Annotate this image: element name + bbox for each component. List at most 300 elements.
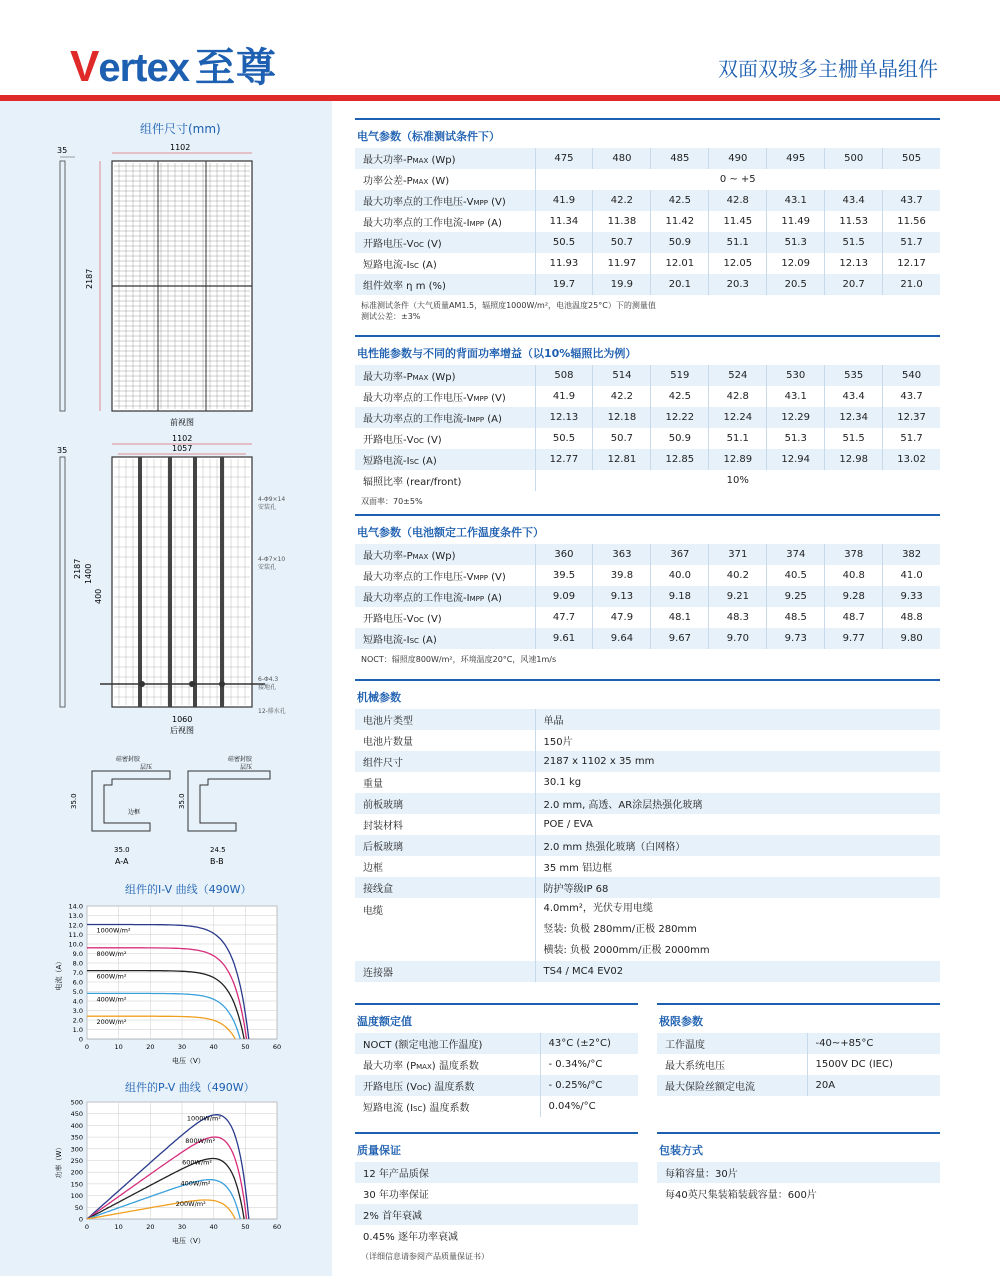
label-sub: MAX (412, 157, 429, 165)
label-text: 短路电流 (I (363, 1103, 414, 1114)
y-tick-label: 250 (70, 1157, 83, 1165)
table-cell: 51.5 (825, 428, 883, 449)
table-cell: 40.0 (651, 565, 709, 586)
label-sub: MPP (469, 416, 485, 424)
row-label (355, 274, 535, 295)
label-text: 开路电压-V (363, 239, 414, 250)
label-tail: ) 温度系数 (431, 1061, 479, 1072)
table-cell: 50.7 (593, 428, 651, 449)
series-label: 400W/m² (180, 1179, 211, 1188)
table-cell: 12 年产品质保 (355, 1162, 638, 1183)
sec-a-label3: 边框 (128, 809, 141, 816)
sidebar (0, 101, 332, 1276)
table-cell: 20.5 (767, 274, 825, 295)
row-label (355, 1075, 540, 1096)
label-unit: (Wp) (428, 551, 456, 562)
label-tail: ) 温度系数 (422, 1103, 470, 1114)
pv-chart-title: 组件的P-V 曲线（490W） (125, 1081, 255, 1094)
table-cell: 30.1 kg (535, 772, 940, 793)
label-unit: (V) (423, 239, 442, 250)
table-cell: 42.5 (651, 190, 709, 211)
table-cell: 41.9 (535, 190, 593, 211)
table-cell: 50.9 (651, 232, 709, 253)
label-text: 封装材料 (363, 821, 403, 832)
label-text: 最大功率点的工作电压-V (363, 197, 474, 208)
table-cell: 9.09 (535, 586, 593, 607)
table-row (355, 1162, 638, 1183)
label-text: 组件效率 η m (363, 281, 426, 292)
y-tick-label: 13.0 (68, 912, 83, 920)
label-tail: ) 温度系数 (427, 1082, 475, 1093)
warranty-title: 质量保证 (355, 1132, 638, 1162)
x-tick-label: 20 (146, 1223, 155, 1231)
y-tick-label: 2.0 (72, 1016, 83, 1025)
table-cell: 13.02 (883, 449, 940, 470)
table-cell: 150片 (535, 730, 940, 751)
noct-note: NOCT：辐照度800W/m²，环境温度20°C，风速1m/s (361, 655, 557, 664)
table-cell: 51.1 (709, 232, 767, 253)
table-row (355, 211, 940, 232)
x-tick-label: 0 (84, 1043, 90, 1051)
label-sub: SC (409, 262, 419, 270)
table-cell: 0.45% 逐年功率衰减 (355, 1225, 638, 1246)
table-cell: 500 (825, 148, 883, 169)
label-text: 接线盒 (363, 884, 393, 895)
table-cell: 2187 x 1102 x 35 mm (535, 751, 940, 772)
table-row (355, 1054, 638, 1075)
table-row (355, 772, 940, 793)
table-row (355, 1225, 638, 1246)
table-cell: 51.7 (883, 428, 940, 449)
sec-a-label1: 硅密封胶 (116, 756, 141, 763)
label-text: 开路电压 (V (363, 1082, 417, 1093)
table-cell: 48.8 (883, 607, 940, 628)
label-unit: (A) (418, 456, 437, 467)
table-cell: 43.7 (883, 386, 940, 407)
y-axis-label: 功率（W） (55, 1143, 63, 1179)
table-row (355, 877, 940, 898)
label-sub: MAX (412, 374, 429, 382)
table-cell: 12.34 (825, 407, 883, 428)
table-cell: 378 (825, 544, 883, 565)
table-cell: 47.9 (593, 607, 651, 628)
y-tick-label: 9.0 (72, 950, 83, 958)
y-tick-label: 100 (70, 1192, 83, 1201)
callout-1: 4-Φ9×14 (258, 496, 286, 503)
table-cell: 9.80 (883, 628, 940, 649)
y-tick-label: 14.0 (68, 902, 83, 911)
label-text: 开路电压-V (363, 614, 414, 625)
callout-6: 接地孔 (258, 684, 277, 691)
table-cell: 514 (593, 365, 651, 386)
row-label (355, 1096, 540, 1117)
x-tick-label: 30 (177, 1223, 187, 1231)
row-label (355, 877, 535, 898)
row-label (355, 586, 535, 607)
row-label (355, 386, 535, 407)
label-sub: MAX (412, 553, 429, 561)
row-label (355, 365, 535, 386)
table-row (355, 1204, 638, 1225)
table-cell: 11.93 (535, 253, 593, 274)
packing-title: 包装方式 (657, 1132, 940, 1162)
table-cell: 51.3 (767, 428, 825, 449)
back-caption: 后视图 (170, 726, 194, 735)
table-cell: 42.2 (593, 190, 651, 211)
table-cell: 535 (825, 365, 883, 386)
table-row (355, 365, 940, 386)
table-cell: 48.3 (709, 607, 767, 628)
table-cell: 每40英尺集装箱装载容量：600片 (657, 1183, 940, 1204)
table-cell: 9.61 (535, 628, 593, 649)
callout-3: 4-Φ7×10 (258, 556, 286, 563)
table-row (355, 565, 940, 586)
y-tick-label: 500 (70, 1098, 83, 1107)
label-text: 最大功率点的工作电流-I (363, 593, 470, 604)
label-unit: (A) (418, 635, 437, 646)
table-cell: 50.7 (593, 232, 651, 253)
label-text: 最大功率点的工作电压-V (363, 572, 474, 583)
x-tick-label: 10 (114, 1043, 123, 1051)
table-cell: 374 (767, 544, 825, 565)
cross-section-drawing (0, 751, 332, 871)
label-sub: SC (409, 637, 419, 645)
table-cell: 21.0 (883, 274, 940, 295)
row-label (355, 772, 535, 793)
row-label (657, 1033, 807, 1054)
y-tick-label: 10.0 (68, 940, 83, 949)
table-cell: 47.7 (535, 607, 593, 628)
row-label (355, 856, 535, 877)
table-row (355, 428, 940, 449)
series-label: 1000W/m² (96, 926, 131, 935)
table-row (355, 544, 940, 565)
table-cell: 12.85 (651, 449, 709, 470)
x-tick-label: 20 (146, 1043, 155, 1051)
y-tick-label: 450 (70, 1110, 83, 1119)
iv-chart (0, 896, 332, 1076)
label-unit: (Wp) (428, 155, 456, 166)
front-width: 1102 (170, 143, 191, 152)
table-cell: 11.42 (651, 211, 709, 232)
limit-section (657, 1003, 940, 1096)
table-cell: 9.18 (651, 586, 709, 607)
table-cell: 50.5 (535, 232, 593, 253)
label-sub: OC (416, 1084, 428, 1092)
y-tick-label: 12.0 (68, 921, 83, 930)
noct-table (355, 544, 940, 649)
table-cell (535, 898, 940, 961)
y-tick-label: 0 (78, 1035, 83, 1044)
table-cell: 371 (709, 544, 767, 565)
table-cell: 12.94 (767, 449, 825, 470)
series-label: 200W/m² (96, 1018, 127, 1027)
y-tick-label: 350 (70, 1133, 83, 1142)
bifacial-section (355, 335, 940, 512)
table-row (355, 470, 940, 491)
table-cell: 10% (535, 470, 940, 491)
table-cell: 40.2 (709, 565, 767, 586)
table-cell: 48.1 (651, 607, 709, 628)
row-label (355, 751, 535, 772)
label-sub: SC (409, 458, 419, 466)
table-cell: 9.64 (593, 628, 651, 649)
sec-b-width: 24.5 (210, 846, 226, 854)
table-cell: 50.9 (651, 428, 709, 449)
table-cell: 11.34 (535, 211, 593, 232)
x-tick-label: 30 (177, 1043, 187, 1051)
table-cell: 524 (709, 365, 767, 386)
table-cell: 51.5 (825, 232, 883, 253)
noct-section (355, 514, 940, 670)
label-unit: (%) (425, 281, 446, 292)
table-cell: 508 (535, 365, 593, 386)
table-row (355, 709, 940, 730)
table-cell: 39.8 (593, 565, 651, 586)
label-text: 边框 (363, 863, 383, 874)
table-cell: 11.38 (593, 211, 651, 232)
table-cell: 0 ~ +5 (535, 169, 940, 190)
label-text: 短路电流-I (363, 456, 410, 467)
table-cell: 20.7 (825, 274, 883, 295)
back-height: 2187 (73, 558, 82, 579)
back-bottom-width: 1060 (172, 715, 193, 724)
label-unit: (A) (484, 593, 502, 604)
table-cell: 367 (651, 544, 709, 565)
series-label: 800W/m² (96, 949, 127, 958)
table-cell: 30 年功率保证 (355, 1183, 638, 1204)
bifacial-title: 电性能参数与不同的背面功率增益（以10%辐照比为例） (355, 335, 940, 365)
cell-line: 竖装: 负极 280mm/正极 280mm (543, 924, 697, 935)
label-unit: (V) (487, 572, 506, 583)
label-unit: (W) (428, 176, 450, 187)
table-cell: 505 (883, 148, 940, 169)
front-caption: 前视图 (170, 418, 194, 427)
label-sub: MPP (473, 574, 488, 582)
table-cell: 9.73 (767, 628, 825, 649)
row-label (355, 835, 535, 856)
table-cell: 39.5 (535, 565, 593, 586)
warranty-note: （详细信息请参阅产品质量保证书） (361, 1252, 489, 1261)
table-row (355, 835, 940, 856)
row-label (355, 449, 535, 470)
y-tick-label: 6.0 (72, 978, 83, 987)
bifacial-note: 双面率：70±5% (361, 497, 423, 506)
packing-section (657, 1132, 940, 1204)
table-cell: 12.77 (535, 449, 593, 470)
label-text: 最大保险丝额定电流 (665, 1082, 755, 1093)
table-cell: 480 (593, 148, 651, 169)
table-cell: 35 mm 铝边框 (535, 856, 940, 877)
row-label (355, 961, 535, 982)
series-label: 200W/m² (175, 1199, 206, 1208)
label-unit: (Wp) (428, 372, 456, 383)
x-tick-label: 60 (272, 1043, 282, 1051)
sec-b-height: 35.0 (178, 793, 186, 809)
callout-7: 12-排水孔 (258, 708, 286, 715)
label-sub: MPP (473, 199, 488, 207)
front-height: 2187 (85, 268, 94, 289)
table-cell: 每箱容量：30片 (657, 1162, 940, 1183)
table-row (355, 730, 940, 751)
row-label (355, 628, 535, 649)
table-cell: 2.0 mm, 高透、AR涂层热强化玻璃 (535, 793, 940, 814)
table-row (657, 1075, 940, 1096)
table-cell: 11.56 (883, 211, 940, 232)
table-row (355, 148, 940, 169)
back-inner-width: 1057 (172, 444, 193, 453)
table-cell: 20.3 (709, 274, 767, 295)
y-tick-label: 1.0 (72, 1026, 83, 1034)
x-tick-label: 50 (241, 1043, 250, 1051)
table-row (657, 1162, 940, 1183)
label-unit: (V) (423, 435, 442, 446)
series-label: 600W/m² (182, 1158, 213, 1167)
table-row (355, 898, 940, 961)
label-sub: OC (413, 616, 424, 624)
table-cell: 41.9 (535, 386, 593, 407)
sec-a-width: 35.0 (114, 846, 130, 854)
callout-2: 安装孔 (258, 504, 277, 511)
mech-title: 机械参数 (355, 679, 940, 709)
row-label (355, 709, 535, 730)
table-cell: 11.53 (825, 211, 883, 232)
temp-table (355, 1033, 638, 1117)
label-text: 电缆 (363, 906, 383, 917)
table-cell: 2% 首年衰减 (355, 1204, 638, 1225)
table-cell: - 0.25%/°C (540, 1075, 638, 1096)
table-cell: 20A (807, 1075, 940, 1096)
label-text: 最大功率-P (363, 155, 413, 166)
table-cell: 12.81 (593, 449, 651, 470)
row-label (355, 148, 535, 169)
label-text: 短路电流-I (363, 635, 410, 646)
label-sub: MAX (412, 178, 429, 186)
temp-section (355, 1003, 638, 1117)
table-cell: 11.97 (593, 253, 651, 274)
label-sub: SC (413, 1105, 423, 1113)
label-text: 开路电压-V (363, 435, 414, 446)
table-cell: 12.17 (883, 253, 940, 274)
table-cell: 9.21 (709, 586, 767, 607)
front-view-drawing (0, 139, 332, 469)
label-sub: MPP (473, 395, 488, 403)
table-row (657, 1033, 940, 1054)
table-row (355, 1033, 638, 1054)
row-label (355, 793, 535, 814)
elec-stc-note (355, 295, 940, 327)
table-cell: 43.1 (767, 386, 825, 407)
table-cell: 475 (535, 148, 593, 169)
table-cell: 19.9 (593, 274, 651, 295)
table-cell: 9.77 (825, 628, 883, 649)
table-cell: 48.5 (767, 607, 825, 628)
table-row (355, 607, 940, 628)
table-cell: 382 (883, 544, 940, 565)
table-cell: 12.13 (535, 407, 593, 428)
table-row (355, 586, 940, 607)
sec-b-label2: 层压 (240, 764, 253, 771)
front-depth: 35 (57, 146, 68, 155)
table-cell: 51.1 (709, 428, 767, 449)
table-cell: 43.4 (825, 190, 883, 211)
table-row (355, 386, 940, 407)
table-cell: 2.0 mm 热强化玻璃（白网格） (535, 835, 940, 856)
elec-stc-section (355, 118, 940, 327)
iv-chart-title: 组件的I-V 曲线（490W） (125, 883, 252, 896)
table-cell: 530 (767, 365, 825, 386)
label-text: 最大功率点的工作电流-I (363, 218, 470, 229)
table-cell: 12.24 (709, 407, 767, 428)
table-cell: 12.37 (883, 407, 940, 428)
y-tick-label: 200 (70, 1168, 83, 1177)
table-cell: 12.29 (767, 407, 825, 428)
temp-title: 温度额定值 (355, 1003, 638, 1033)
row-label (355, 190, 535, 211)
label-unit: (A) (418, 260, 437, 271)
table-row (355, 751, 940, 772)
table-cell: 490 (709, 148, 767, 169)
table-cell: 495 (767, 148, 825, 169)
label-text: 最大功率点的工作电压-V (363, 393, 474, 404)
table-row (355, 407, 940, 428)
y-tick-label: 50 (74, 1203, 83, 1212)
label-text: 组件尺寸 (363, 758, 403, 769)
table-cell: 42.2 (593, 386, 651, 407)
x-tick-label: 40 (209, 1223, 218, 1231)
label-text: 前板玻璃 (363, 800, 403, 811)
row-label (355, 544, 535, 565)
label-text: 最大功率 (P (363, 1061, 417, 1072)
bifacial-table (355, 365, 940, 491)
row-label (355, 1033, 540, 1054)
table-cell: 48.7 (825, 607, 883, 628)
table-cell: 51.7 (883, 232, 940, 253)
table-cell: 9.28 (825, 586, 883, 607)
table-cell: POE / EVA (535, 814, 940, 835)
table-cell: 11.45 (709, 211, 767, 232)
label-unit: (V) (487, 197, 506, 208)
x-tick-label: 50 (241, 1223, 250, 1231)
table-cell: 12.18 (593, 407, 651, 428)
limit-table (657, 1033, 940, 1096)
dims-title: 组件尺寸(mm) (140, 122, 221, 136)
table-cell: 9.67 (651, 628, 709, 649)
y-tick-label: 5.0 (72, 988, 83, 996)
table-cell: 42.5 (651, 386, 709, 407)
x-tick-label: 10 (114, 1223, 123, 1231)
label-text: 功率公差-P (363, 176, 413, 187)
label-text: 辐照比率 (rear/front) (363, 477, 462, 488)
back-view-drawing (0, 429, 332, 739)
table-cell: 42.8 (709, 190, 767, 211)
row-label (355, 253, 535, 274)
table-cell: 360 (535, 544, 593, 565)
label-text: 最大功率-P (363, 551, 413, 562)
table-cell: 9.13 (593, 586, 651, 607)
table-row (657, 1054, 940, 1075)
label-unit: (A) (484, 414, 502, 425)
y-tick-label: 3.0 (72, 1007, 83, 1015)
row-label (355, 814, 535, 835)
table-row (355, 253, 940, 274)
label-text: 电池片类型 (363, 716, 413, 727)
table-cell: 19.7 (535, 274, 593, 295)
label-unit: (A) (484, 218, 502, 229)
label-text: 后板玻璃 (363, 842, 403, 853)
y-axis-label: 电流（A） (55, 957, 63, 991)
table-row (355, 169, 940, 190)
